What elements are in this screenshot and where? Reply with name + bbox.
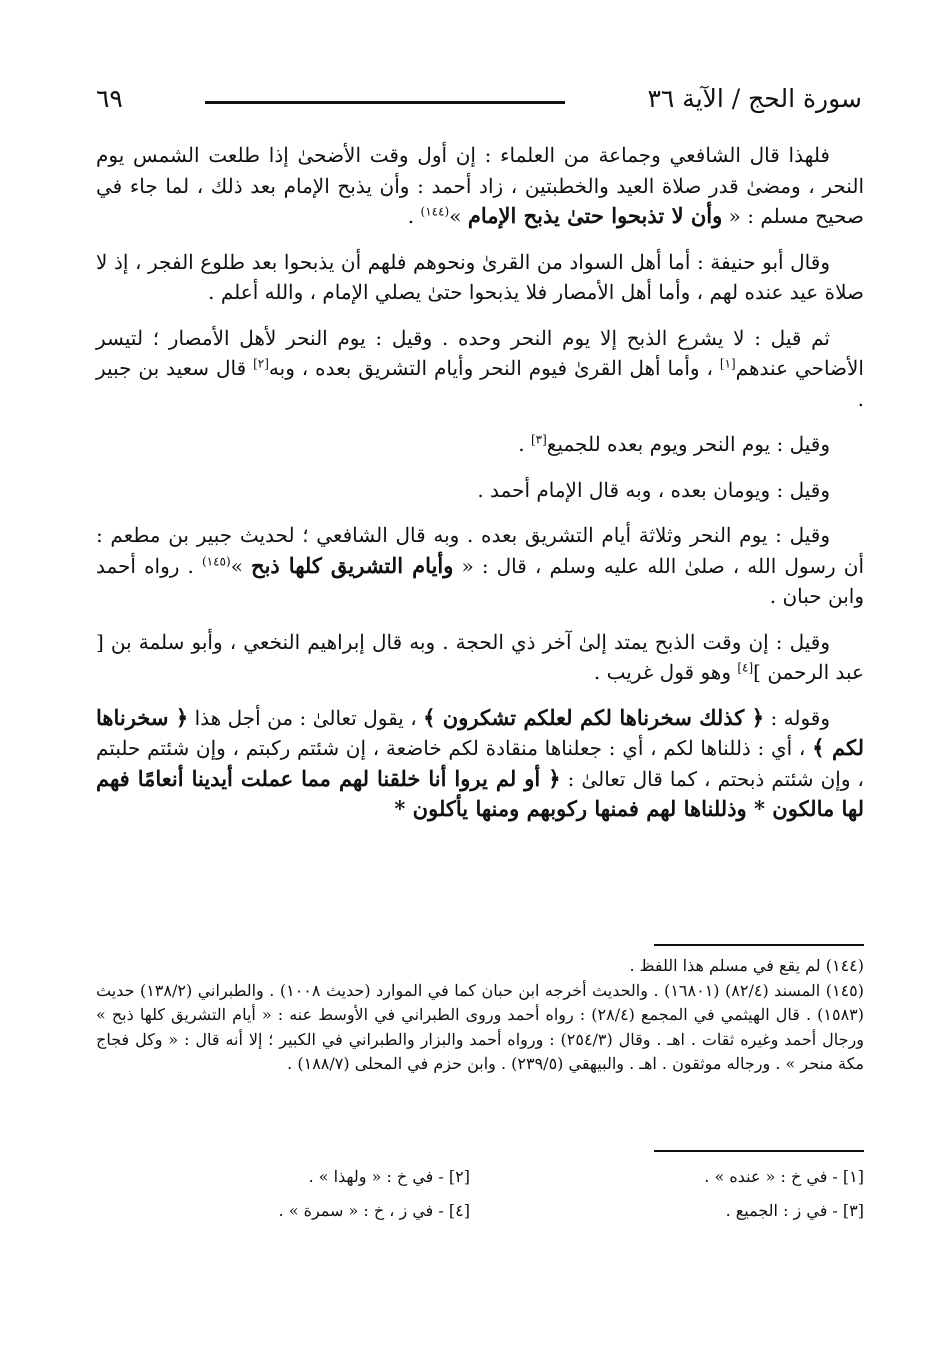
page-number: ٦٩ [96, 83, 123, 113]
paragraph-8: وقوله : ﴿ كذلك سخرناها لكم لعلكم تشكرون ﴾ ، يقول تعالىٰ : من أجل هذا ﴿ سخرناها لكم ﴾ ، أي : ذللناها لكم ، أي : جعلناها منقادة لكم خاضعة ، إن شئتم ركبتم ، وإن شئتم حلبتم ، وإن شئتم ذبحتم ، كما قال تعالىٰ : ﴿ أو لم يروا أنا خلقنا لهم مما عملت أيدينا أنعامًا فهم لها مالكون * وذللناها لهم فمنها ركوبهم ومنها يأكلون * [96, 704, 864, 821]
note-1: [١] - في خ : « عنده » . [704, 1167, 864, 1186]
footnote-144: (١٤٤) لم يقع في مسلم هذا اللفظ . [629, 956, 864, 975]
note-2: [٢] - في خ : « ولهذا » . [308, 1167, 470, 1186]
running-title: سورة الحج / الآية ٣٦ [647, 83, 862, 113]
main-text [96, 140, 864, 840]
note-3: [٣] - في ز : الجميع . [725, 1201, 864, 1220]
footnotes [96, 954, 864, 1077]
paragraph-2: وقال أبو حنيفة : أما أهل السواد من القرىٰ ونحوهم فلهم أن يذبحوا بعد طلوع الفجر ، إذ لا صلاة عيد عنده لهم ، وأما أهل الأمصار فلا يذبحوا حتىٰ يصلي الإمام ، والله أعلم . [96, 249, 864, 304]
footnote-rule [654, 944, 864, 946]
paragraph-7: وقيل : إن وقت الذبح يمتد إلىٰ آخر ذي الحجة . وبه قال إبراهيم النخعي ، وأبو سلمة بن [ عبد الرحمن ][٤] وهو قول غريب . [96, 629, 864, 684]
note-4: [٤] - في ز ، خ : « سمرة » . [278, 1201, 470, 1220]
footnote-145: (١٤٥) المسند (٨٢/٤) (١٦٨٠١) . والحديث أخرجه ابن حبان كما في الموارد (حديث ١٠٠٨) . والطبراني (١٣٨/٢) حديث (١٥٨٣) . قال الهيثمي في المجمع (٢٨/٤) : رواه أحمد وروى الطبراني في الأوسط عنه : « أيام التشريق كلها ذبح » ورجال أحمد وغيره ثقات . اهـ . وقال (٢٥٤/٣) : ورواه أحمد والبزار والطبراني في الكبير ؛ إلا أنه قال : « وكل فجاج مكة منحر » . ورجاله موثقون . اهـ . والبيهقي (٢٣٩/٥) . وابن حزم في المحلى (١٨٨/٧) . [96, 980, 865, 1073]
editor-notes [96, 1160, 864, 1228]
paragraph-6: وقيل : يوم النحر وثلاثة أيام التشريق بعده . وبه قال الشافعي ؛ لحديث جبير بن مطعم : أن رسول الله ، صلىٰ الله عليه وسلم ، قال : « وأيام التشريق كلها ذبح »$^{(١٤٥)}$ . رواه أحمد وابن حبان . [96, 523, 865, 608]
paragraph-3: ثم قيل : لا يشرع الذبح إلا يوم النحر وحده . وقيل : يوم النحر لأهل الأمصار ؛ لتيسر الأضاحي عندهم[١] ، وأما أهل القرىٰ فيوم النحر وأيام التشريق بعده ، وبه[٢] قال سعيد بن جبير . [96, 325, 864, 411]
paragraph-5: وقيل : ويومان بعده ، وبه قال الإمام أحمد . [477, 477, 830, 502]
paragraph-4: وقيل : يوم النحر ويوم بعده للجميع[٣] . [518, 432, 830, 456]
notes-rule [654, 1150, 864, 1152]
header-rule [205, 101, 565, 104]
page-header [96, 78, 862, 118]
paragraph-1: فلهذا قال الشافعي وجماعة من العلماء : إن أول وقت الأضحىٰ إذا طلعت الشمس يوم النحر ، ومضىٰ قدر صلاة العيد والخطبتين ، زاد أحمد : وأن يذبح الإمام بعد ذلك ، لما جاء في صحيح مسلم : « وأن لا تذبحوا حتىٰ يذبح الإمام »$^{(١٤٤)}$ . [96, 143, 864, 228]
